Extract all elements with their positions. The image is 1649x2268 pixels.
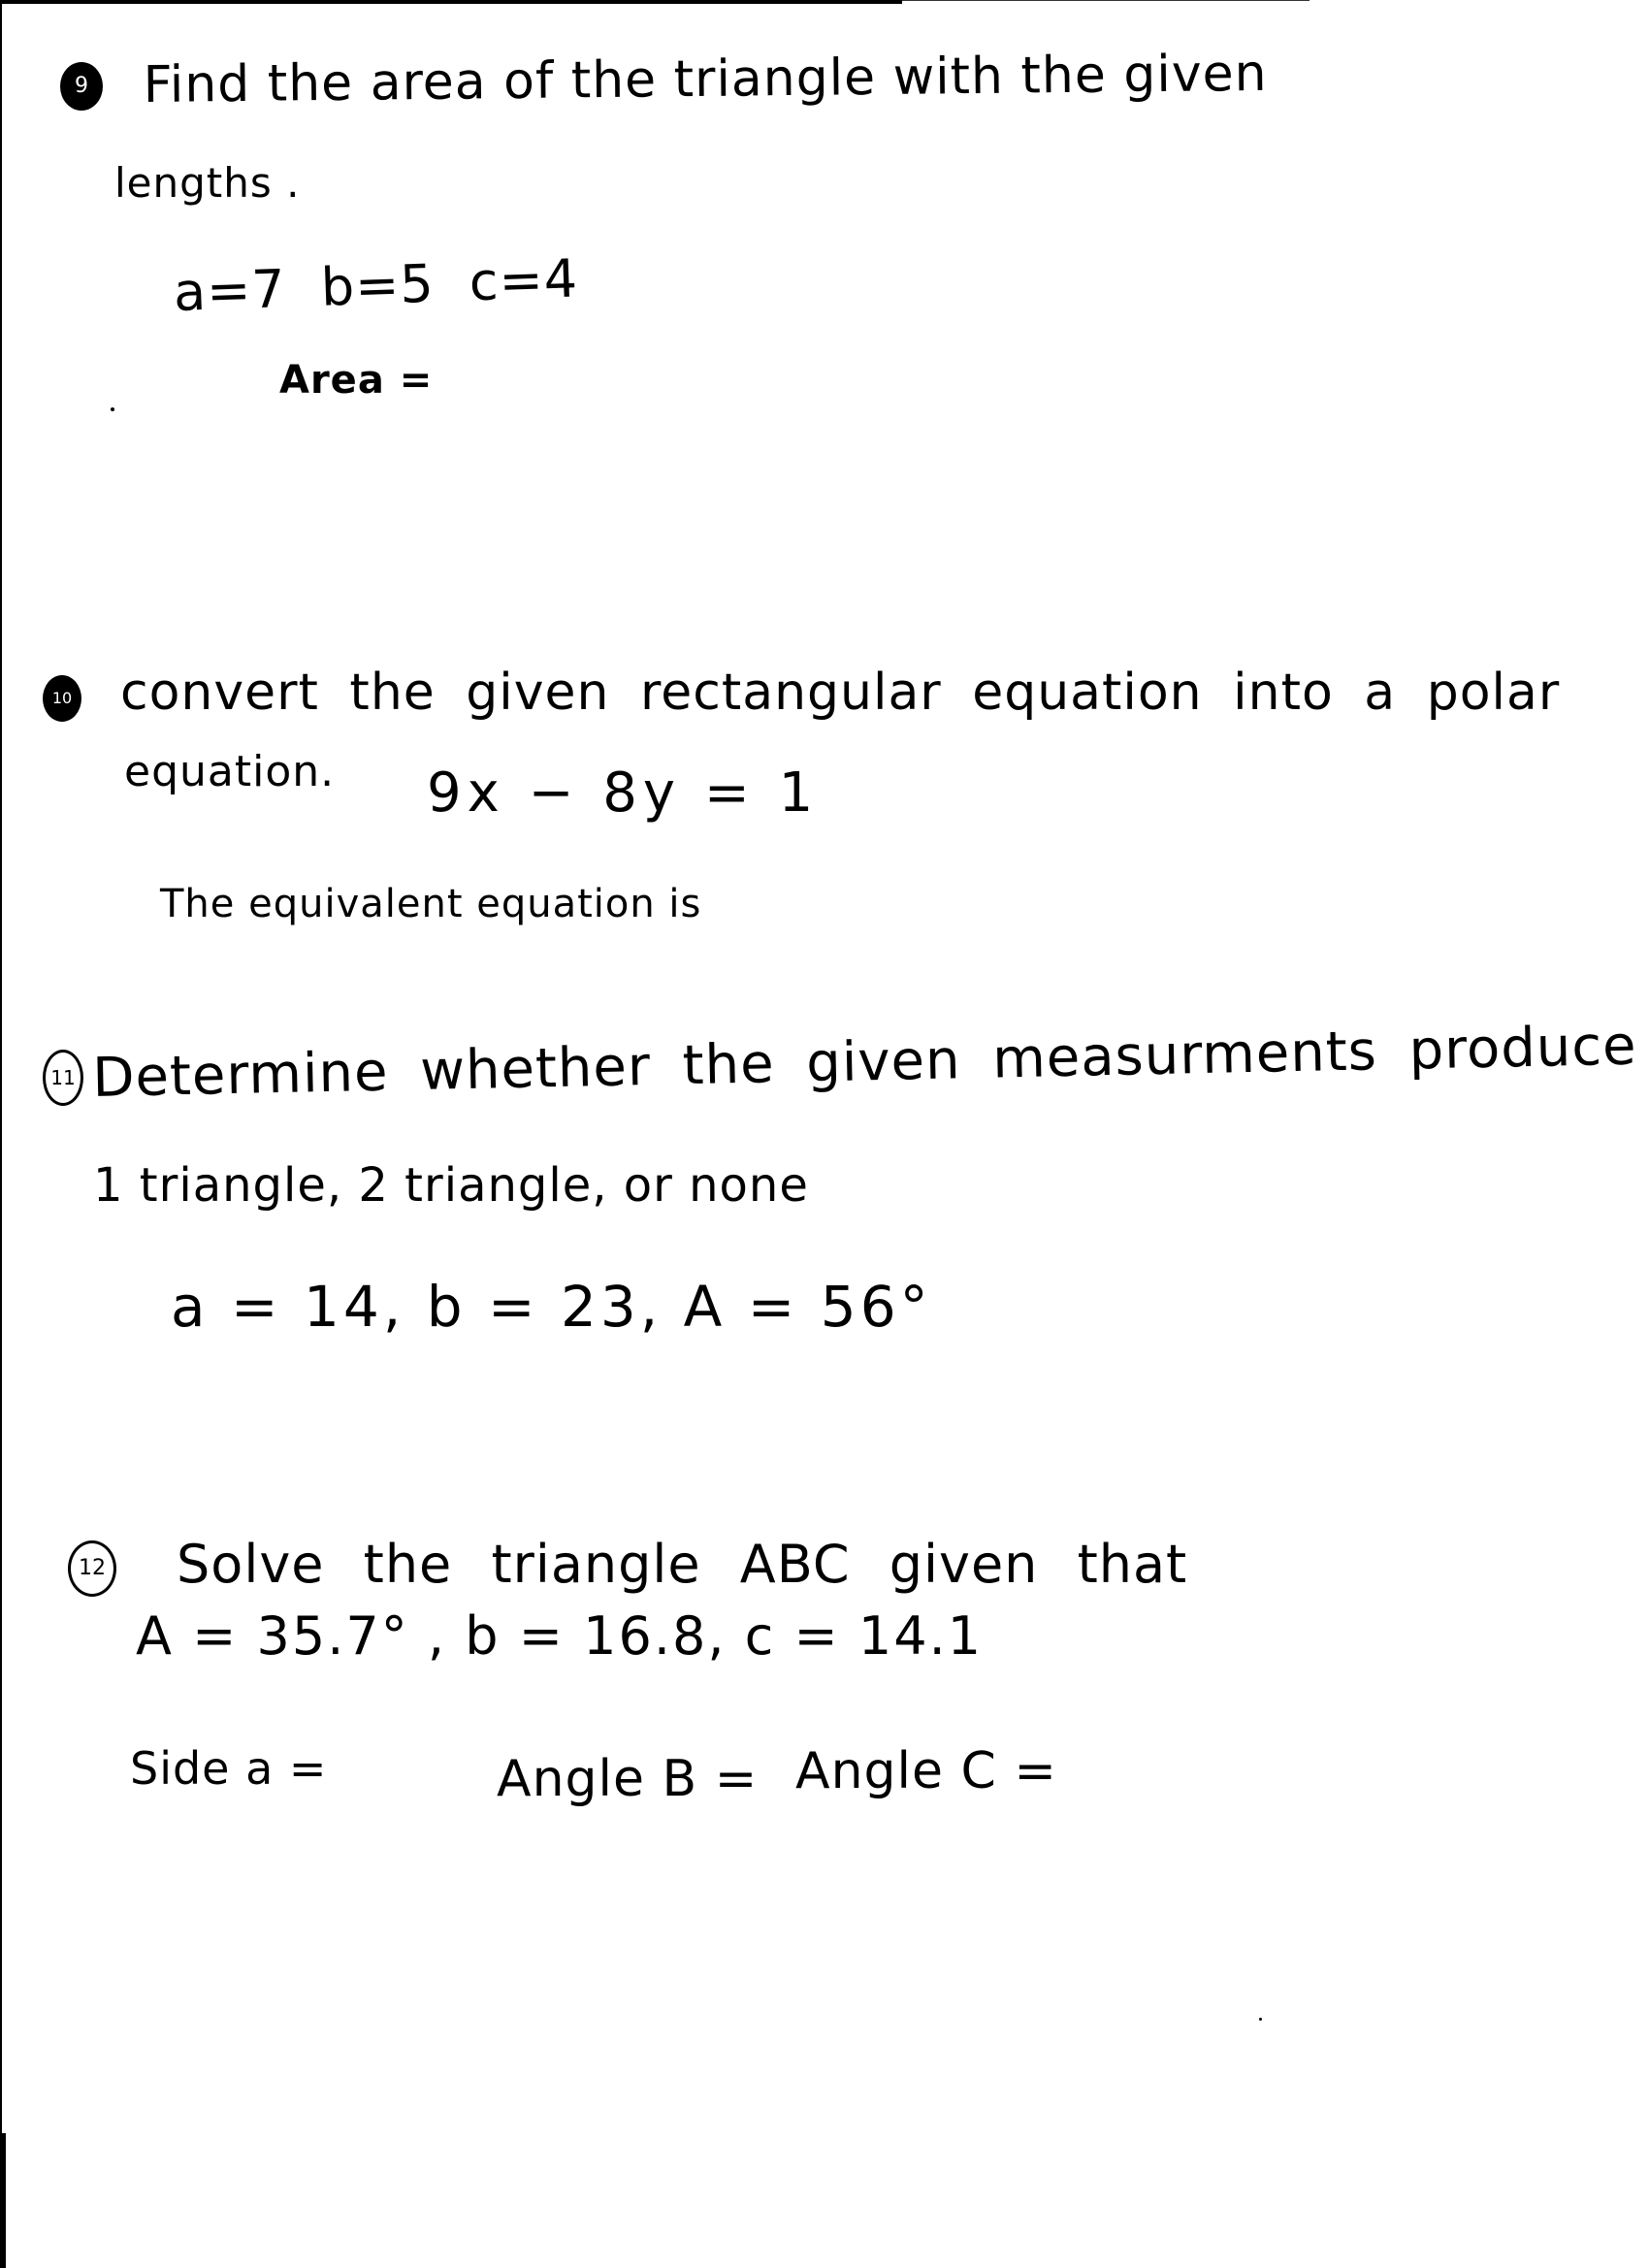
question-number-badge: 11 xyxy=(43,1050,83,1106)
answer-label-angle-b: Angle B = xyxy=(497,1750,759,1808)
given-values: A = 35.7° , b = 16.8, c = 14.1 xyxy=(136,1605,984,1667)
question-prompt: Solve the triangle ABC given that xyxy=(177,1534,1188,1595)
question-number-badge: 10 xyxy=(43,675,81,722)
question-prompt: convert the given rectangular equation into a polar xyxy=(120,664,1561,722)
answer-label-equivalent: The equivalent equation is xyxy=(160,882,702,926)
given-values: a=7 b=5 c=4 xyxy=(172,247,580,323)
question-number-badge: 9 xyxy=(60,62,103,111)
given-equation: 9x − 8y = 1 xyxy=(427,761,820,825)
given-values: a = 14, b = 23, A = 56° xyxy=(171,1274,932,1340)
stray-mark xyxy=(111,407,114,411)
question-prompt-continued: 1 triangle, 2 triangle, or none xyxy=(93,1158,809,1213)
scan-top-border xyxy=(0,0,902,4)
question-prompt: Determine whether the given measurments produce xyxy=(91,1014,1638,1110)
question-prompt: Find the area of the triangle with the given xyxy=(143,44,1268,114)
scan-left-edge-bar xyxy=(0,2133,6,2268)
answer-label-angle-c: Angle C = xyxy=(795,1742,1057,1800)
stray-mark xyxy=(1259,2018,1262,2021)
question-prompt-continued: lengths . xyxy=(114,159,301,207)
question-number-badge: 12 xyxy=(68,1540,116,1597)
scan-top-border-thin xyxy=(902,0,1310,1)
answer-label-area: Area = xyxy=(279,358,434,403)
question-prompt-continued: equation. xyxy=(124,747,336,796)
answer-label-side-a: Side a = xyxy=(130,1742,328,1795)
scan-left-border xyxy=(0,0,2,2134)
